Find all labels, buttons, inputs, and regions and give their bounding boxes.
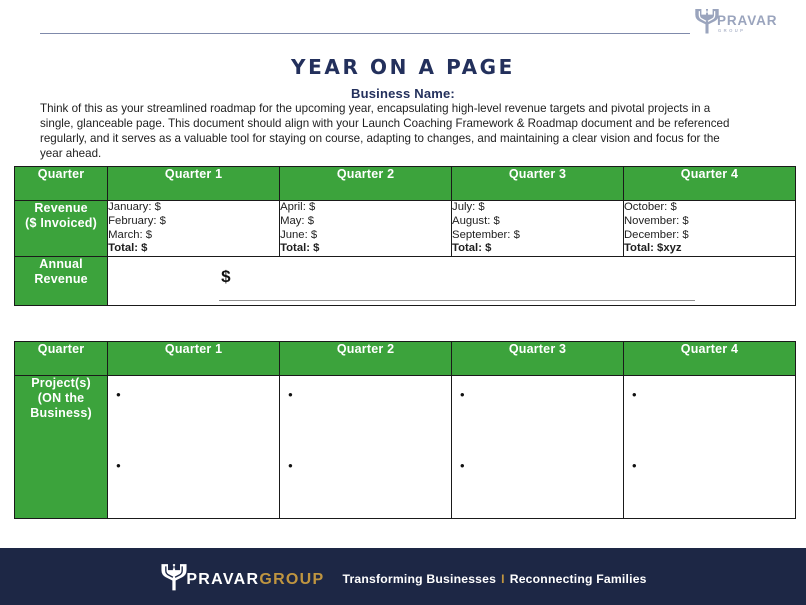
projects-table (14, 341, 796, 519)
revenue-q2-month-3: June: $ (280, 228, 318, 241)
revenue-q3-month-2: August: $ (452, 214, 500, 227)
bullet-icon: • (116, 458, 121, 473)
footer-tagline (343, 568, 647, 586)
revenue-q1-month-2: February: $ (108, 214, 166, 227)
revenue-row-label-line1: Revenue (34, 201, 88, 215)
header-brand-logo (694, 5, 780, 36)
bullet-icon: • (460, 387, 465, 402)
projects-header-q3: Quarter 3 (452, 342, 624, 376)
revenue-cell-q3[interactable] (452, 201, 624, 257)
revenue-q3-month-3: September: $ (452, 228, 520, 241)
revenue-q2-month-1: April: $ (280, 201, 316, 213)
table-row-header (15, 342, 796, 376)
revenue-q4-total: Total: $xyz (624, 242, 682, 255)
projects-row-label-line2: (ON the (37, 391, 85, 405)
annual-revenue-cell[interactable] (108, 257, 796, 306)
table-row-projects (15, 376, 796, 519)
revenue-row-label-line2: ($ Invoiced) (25, 216, 97, 230)
header-divider-rule (40, 33, 690, 34)
intro-paragraph: Think of this as your streamlined roadmap for the upcoming year, encapsulating high-level revenue targets and pivotal projects in a single, glanceable page. This document should align with your Launch Coaching Framework & Roadmap document and be referenced regularly, and it serves as a valuable tool for staying on course, adapting to changes, and maintaining a clear vision and focus for the year ahead. (40, 102, 730, 161)
revenue-table (14, 166, 796, 306)
revenue-q1-month-3: March: $ (108, 228, 153, 241)
footer-tagline-separator: I (501, 571, 505, 586)
revenue-q1-total: Total: $ (108, 242, 148, 255)
revenue-q3-total: Total: $ (452, 242, 492, 255)
page-title: YEAR ON A PAGE (291, 55, 515, 79)
revenue-header-q4: Quarter 4 (624, 167, 796, 201)
bullet-icon: • (288, 387, 293, 402)
revenue-q2-total: Total: $ (280, 242, 320, 255)
projects-header-q4: Quarter 4 (624, 342, 796, 376)
header-logo-subtext: GROUP (718, 28, 746, 34)
business-name-label: Business Name: (351, 86, 455, 101)
projects-header-q2: Quarter 2 (280, 342, 452, 376)
annual-revenue-value: $ (221, 267, 231, 287)
revenue-q1-month-1: January: $ (108, 201, 161, 213)
revenue-header-quarter: Quarter (15, 167, 108, 201)
projects-cell-q1[interactable] (108, 376, 280, 519)
annual-revenue-label-line2: Revenue (34, 272, 88, 287)
revenue-cell-q4[interactable] (624, 201, 796, 257)
projects-cell-q4[interactable] (624, 376, 796, 519)
footer-tagline-left: Transforming Businesses (342, 571, 497, 586)
bullet-icon: • (116, 387, 121, 402)
footer-logo-group: GROUP (259, 571, 325, 588)
pravar-wings-icon (159, 562, 189, 592)
revenue-q3-month-1: July: $ (452, 201, 485, 213)
table-row-header (15, 167, 796, 201)
bullet-icon: • (460, 458, 465, 473)
revenue-cell-q1[interactable] (108, 201, 280, 257)
revenue-header-q3: Quarter 3 (452, 167, 624, 201)
footer-logo-pravar: PRAVAR (186, 571, 260, 588)
revenue-q4-month-1: October: $ (624, 201, 677, 213)
bullet-icon: • (288, 458, 293, 473)
footer-brand-logo (159, 562, 324, 592)
revenue-cell-q2[interactable] (280, 201, 452, 257)
footer-logo-wordmark (186, 565, 324, 588)
projects-header-q1: Quarter 1 (108, 342, 280, 376)
projects-row-label-line1: Project(s) (31, 376, 91, 390)
annual-revenue-label-line1: Annual (39, 257, 83, 272)
revenue-row-label (15, 201, 108, 257)
bullet-icon: • (632, 458, 637, 473)
annual-revenue-label (15, 257, 108, 306)
revenue-header-q1: Quarter 1 (108, 167, 280, 201)
revenue-q4-month-2: November: $ (624, 214, 689, 227)
revenue-header-q2: Quarter 2 (280, 167, 452, 201)
projects-cell-q2[interactable] (280, 376, 452, 519)
revenue-q4-month-3: December: $ (624, 228, 689, 241)
bullet-icon: • (632, 387, 637, 402)
projects-row-label-line3: Business) (30, 406, 92, 420)
page-footer (0, 548, 806, 605)
footer-content (159, 562, 646, 592)
header-logo-wordmark: PRAVAR (717, 13, 778, 29)
page-header (0, 0, 806, 48)
footer-tagline-right: Reconnecting Families (509, 571, 647, 586)
projects-cell-q3[interactable] (452, 376, 624, 519)
annual-revenue-underline (219, 300, 695, 301)
title-block (0, 56, 806, 101)
projects-row-label (15, 376, 108, 519)
revenue-q2-month-2: May: $ (280, 214, 314, 227)
projects-header-quarter: Quarter (15, 342, 108, 376)
table-row-annual-revenue (15, 257, 796, 306)
table-row-revenue (15, 201, 796, 257)
